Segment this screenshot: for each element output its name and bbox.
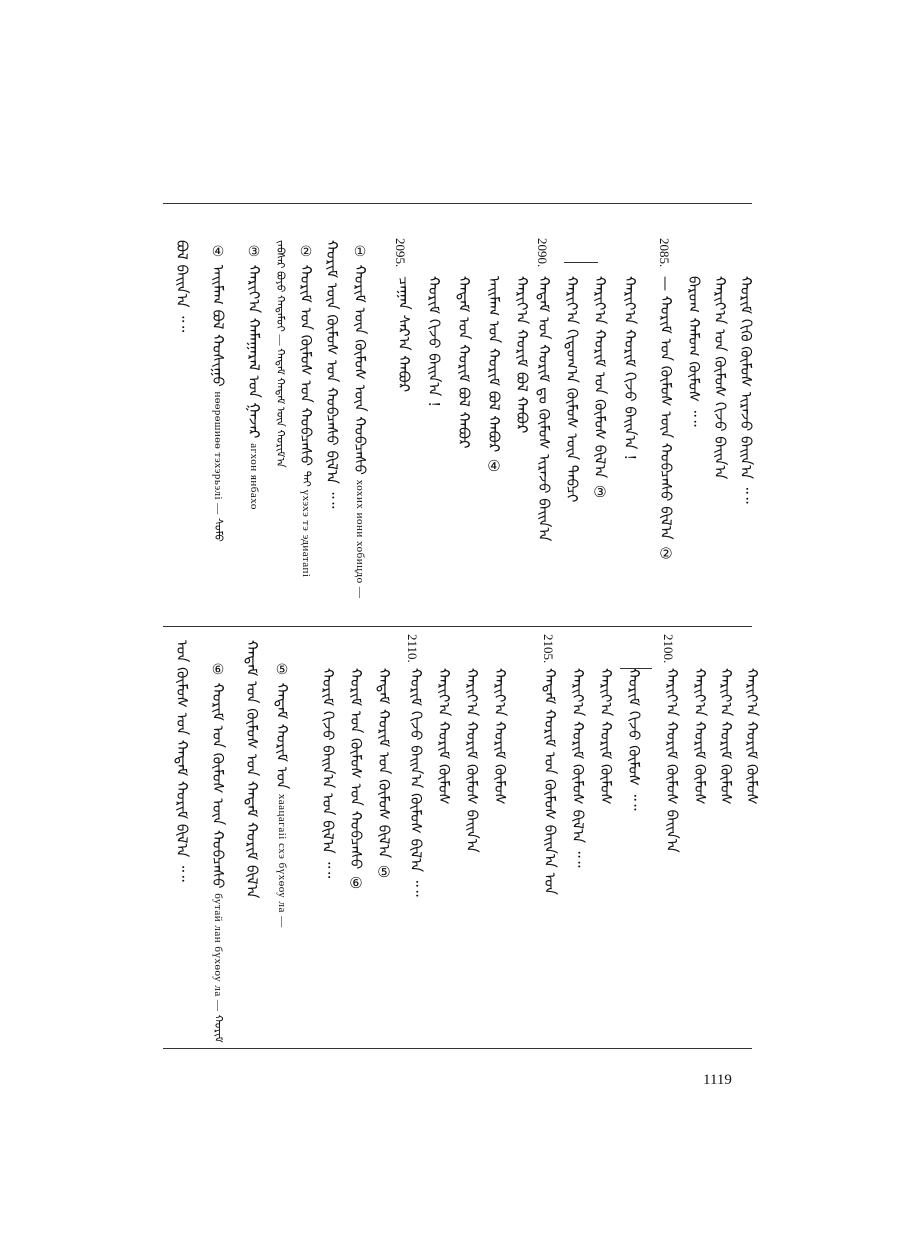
- verse-line: ᠬᠠᠷᠢᠶ᠎ᠠ ᠬᠤᠷᠢᠮ ᠬᠦᠮᠦᠰ: [717, 668, 735, 805]
- note-line: ② ᠬᠤᠷᠢᠮ ᠤᠨ ᠬᠦᠮᠦᠰ ᠤᠨ ᠬᠤᠪᠴᠠᠰᠤ ᠲᠠᠢ үхэхэ тэ эдиатапі: [297, 244, 315, 578]
- verse-line: ᠬᠤᠷᠢᠮ ᠬᠢᠵᠦ ᠪᠠᠢᠨ᠎ᠠ ᠤᠨ ᠪᠢᠯ᠎ᠠ ᠃᠃: [319, 668, 337, 879]
- verse-line: ᠠᠢᠮᠠᠭ ᠤᠨ ᠬᠤᠷᠢᠮ ᠪᠣᠯ ᠬᠠᠪᠤᠷ ④: [485, 276, 503, 475]
- verse-line: ᠬᠤᠷᠢᠮ ᠬᠢᠵᠦ ᠬᠦᠮᠦᠰ ᠃᠃: [625, 668, 643, 811]
- verse-line: ᠬᠠᠷᠢᠶ᠎ᠠ ᠬᠤᠷᠢᠮ ᠬᠦᠮᠦᠰ ᠪᠠᠢᠨ᠎ᠠ: [663, 668, 681, 853]
- verse-line: — ᠬᠤᠷᠢᠮ ᠤᠨ ᠬᠦᠮᠦᠰ ᠦᠨ ᠬᠤᠪᠴᠠᠰᠤ ᠪᠢᠯ᠎ᠠ ②: [657, 276, 675, 563]
- verse-line: ᠬᠠᠷᠢᠶ᠎ᠠ ᠬᠤᠷᠢᠮ ᠬᠦᠮᠦᠰ: [597, 668, 615, 805]
- page-number: 1119: [703, 1072, 732, 1088]
- verse-line: ᠬᠤᠷᠢᠮ ᠬᠢᠬᠦ ᠬᠦᠮᠦᠰ ᠢᠷᠡᠵᠦ ᠪᠠᠢᠨ᠎ᠠ ᠃᠃: [737, 276, 755, 504]
- verse-line: ᠪᠠᠷᠤᠭ ᠬᠠᠮᠤᠭ ᠬᠦᠮᠦᠰ ᠃᠃: [685, 276, 703, 427]
- verse-number: 2090.: [535, 238, 550, 268]
- verse-line: ᠬᠠᠳᠠᠮ ᠤᠨ ᠬᠤᠷᠢᠮ ᠪᠣᠯ ᠬᠠᠪᠤᠷ: [455, 276, 473, 449]
- note-line: ③ ᠬᠠᠷᠢᠶ᠎ᠠ ᠬᠠᠮᠠᠭᠠᠷᠠᠯ ᠤᠨ ᠭᠠᠵᠠᠷ агхон янбахо: [245, 244, 263, 510]
- note-line: ① ᠬᠤᠷᠢᠮ ᠦᠨ ᠬᠦᠮᠦᠰ ᠦᠨ ᠬᠤᠪᠴᠠᠰᠤ хохих иони хобицдо —: [351, 244, 369, 599]
- verse-line: ᠬᠠᠷᠢᠶ᠎ᠠ ᠬᠤᠷᠢᠮ ᠬᠦᠮᠦᠰ ᠪᠢᠯ᠎ᠠ ᠃᠃: [569, 668, 587, 868]
- verse-line: ᠬᠠᠷᠢᠶ᠎ᠠ ᠬᠢᠳᠤᠭ᠎ᠠ ᠬᠦᠮᠦᠰ ᠦᠨ ᠲᠡᠪᠴᠢ: [563, 276, 581, 503]
- note-line: ᠬᠠᠳᠠᠮ ᠤᠨ ᠬᠦᠮᠦᠰ ᠤᠨ ᠬᠠᠳᠠᠮ ᠬᠤᠷᠢᠮ ᠪᠢᠯ᠎ᠠ: [243, 640, 261, 899]
- top-rule: [163, 203, 752, 204]
- verse-line: ᠬᠠᠷᠢᠶ᠎ᠠ ᠬᠤᠷᠢᠮ ᠪᠣᠯ ᠬᠠᠪᠤᠷ: [513, 276, 531, 434]
- verse-line: ᠬᠠᠷᠢᠶ᠎ᠠ ᠬᠤᠷᠢᠮ ᠬᠦᠮᠦᠰ: [491, 668, 509, 805]
- note-line: ᠪᠣᠯ ᠪᠠᠢᠨ᠎ᠠ ᠃᠃: [173, 240, 191, 333]
- verse-line: ᠬᠠᠷᠢᠶ᠎ᠠ ᠬᠤᠷᠢᠮ ᠬᠦᠮᠦᠰ: [743, 668, 761, 805]
- verse-line: ᠬᠠᠷᠢᠶ᠎ᠠ ᠤᠨ ᠬᠦᠮᠦᠰ ᠬᠢᠵᠦ ᠪᠠᠢᠨ᠎ᠠ: [711, 276, 729, 480]
- note-line: ⑤ ᠬᠠᠳᠠᠮ ᠬᠤᠷᠢᠮ ᠤᠨ хаацагаіі схэ бүхөоу ла —: [273, 662, 291, 928]
- verse-line: ᠬᠤᠷᠢᠮ ᠬᠢᠵᠦ ᠪᠠᠢᠨ᠎ᠠ !: [425, 276, 443, 408]
- verse-line: ᠬᠤᠷᠢᠮ ᠤᠨ ᠬᠦᠮᠦᠰ ᠤᠨ ᠬᠤᠪᠴᠠᠰᠤ ⑥: [347, 668, 365, 893]
- note-line: ④ ᠠᠢᠮᠠᠭ ᠪᠣᠯ ᠬᠣᠰᠢᠭᠤ нөөрөшиөө тэхэрьэлі — ᠰᠤᠮᠤ: [209, 244, 227, 542]
- note-line: ᠬᠤᠷᠢᠮ ᠦᠨ ᠬᠦᠮᠦᠰ ᠤᠨ ᠬᠤᠪᠴᠠᠰᠤ ᠪᠢᠯ᠎ᠠ ᠃᠃: [323, 240, 341, 509]
- note-line: ᠵᠠᠪᠰᠠᠷ ᠪᠤᠶᠤ ᠬᠠᠳᠠᠮᠤᠢ — ᠬᠠᠳᠠᠮ ᠬᠠᠳᠠᠮ ᠦᠨ ᠬᠤᠷᠢᠮ᠎ᠠ: [274, 240, 286, 468]
- verse-line: ᠬᠠᠳᠠᠮ ᠤᠨ ᠬᠤᠷᠢᠮ ᠳᠤ ᠬᠦᠮᠦᠰ ᠢᠷᠡᠵᠦ ᠪᠠᠢᠨ᠎ᠠ: [535, 276, 553, 542]
- verse-number: 2085.: [657, 238, 672, 268]
- note-separator-1: [564, 262, 598, 263]
- verse-line: ᠬᠠᠷᠢᠶ᠎ᠠ ᠬᠤᠷᠢᠮ ᠤᠨ ᠬᠦᠮᠦᠰ ᠪᠢᠯ᠎ᠠ ③: [591, 276, 609, 501]
- verse-number: 2110.: [405, 634, 420, 663]
- verse-line: ᠬᠠᠳᠠᠮ ᠬᠤᠷᠢᠮ ᠤᠨ ᠬᠦᠮᠦᠰ ᠪᠠᠢᠨ᠎ᠠ ᠤᠨ: [541, 668, 559, 895]
- note-line: ᠤᠨ ᠬᠦᠮᠦᠰ ᠤᠨ ᠬᠠᠳᠠᠮ ᠬᠤᠷᠢᠮ ᠪᠢᠯ᠎ᠠ ᠃᠃: [173, 640, 191, 882]
- note-line: ⑥ ᠬᠤᠷᠢᠮ ᠤᠨ ᠬᠦᠮᠦᠰ ᠦᠨ ᠬᠤᠪᠴᠠᠰᠤ бутай лан бүхөоу ла — ᠬᠤᠷᠢᠮ: [209, 662, 227, 1043]
- verse-line: ᠬᠠᠷᠢᠶ᠎ᠠ ᠬᠤᠷᠢᠮ ᠬᠦᠮᠦᠰ: [435, 668, 453, 805]
- verse-number: 2095.: [393, 238, 408, 268]
- verse-line: ᠴᠠᠭᠠᠨ ᠰᠠᠷ᠎ᠠ ᠬᠠᠪᠤᠷ: [395, 276, 413, 393]
- bottom-rule: [163, 1048, 752, 1049]
- verse-line: ᠬᠠᠷᠢᠶ᠎ᠠ ᠬᠤᠷᠢᠮ ᠬᠢᠵᠦ ᠪᠠᠢᠨ᠎ᠠ !: [621, 276, 639, 461]
- verse-line: ᠬᠠᠷᠢᠶ᠎ᠠ ᠬᠤᠷᠢᠮ ᠬᠦᠮᠦᠰ: [691, 668, 709, 805]
- verse-line: ᠬᠠᠳᠠᠮ ᠬᠤᠷᠢᠮ ᠤᠨ ᠬᠦᠮᠦᠰ ᠪᠢᠯ᠎ᠠ ⑤: [375, 668, 393, 881]
- middle-rule: [163, 626, 752, 627]
- verse-number: 2100.: [661, 634, 676, 664]
- verse-line: ᠬᠠᠷᠢᠶ᠎ᠠ ᠬᠤᠷᠢᠮ ᠬᠦᠮᠦᠰ ᠪᠠᠢᠨ᠎ᠠ: [463, 668, 481, 853]
- verse-line: ᠬᠤᠷᠢᠮ ᠬᠢᠵᠦ ᠪᠠᠢᠨ᠎ᠠ ᠬᠦᠮᠦᠰ ᠪᠢᠯ᠎ᠠ ᠃᠃: [407, 668, 425, 897]
- verse-number: 2105.: [541, 634, 556, 664]
